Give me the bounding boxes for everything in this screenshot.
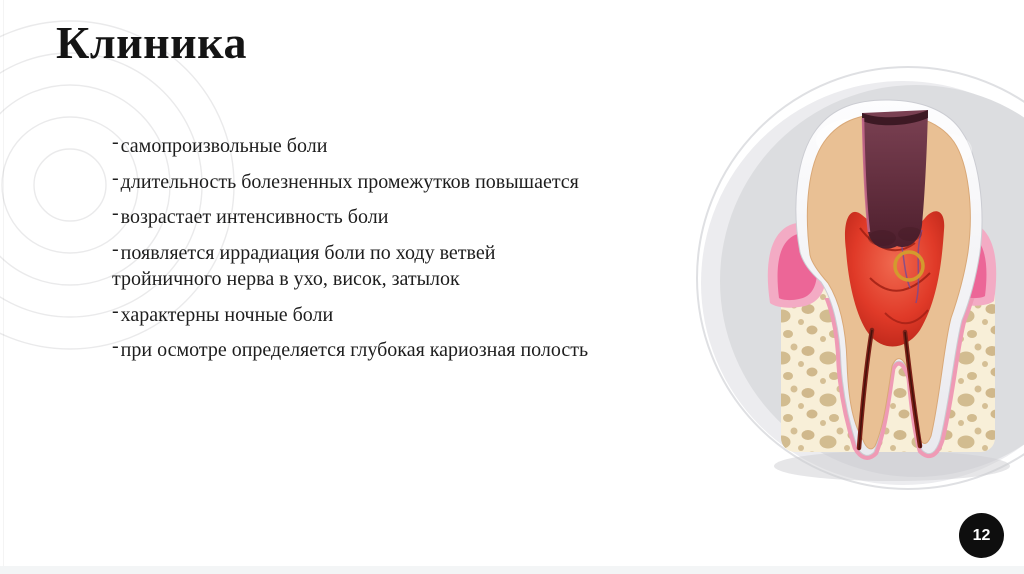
bullet-item xyxy=(112,237,592,293)
bullet-text: характерны ночные боли xyxy=(120,303,334,326)
footer-strip xyxy=(0,566,1024,574)
page-number: 12 xyxy=(972,526,991,544)
carious-cavity xyxy=(862,110,928,249)
bullet-dash: - xyxy=(112,237,119,260)
page-number-badge xyxy=(959,513,1004,558)
bullet-text: самопроизвольные боли xyxy=(120,135,328,157)
bullet-dash: - xyxy=(112,299,119,322)
bullet-item xyxy=(112,133,592,160)
cavity-depth-shade xyxy=(898,227,922,241)
slide-edge-line xyxy=(3,0,4,574)
bullet-dash: - xyxy=(112,166,119,189)
decor-ring xyxy=(34,149,106,221)
bullet-list xyxy=(112,133,592,373)
bullet-item xyxy=(112,204,592,231)
bullet-text: при осмотре определяется глубокая кариозная полость xyxy=(120,339,589,361)
page-title: Клиника xyxy=(56,17,247,68)
tooth-cross-section-illustration xyxy=(660,48,1024,518)
bullet-dash: - xyxy=(112,131,119,153)
bullet-dash: - xyxy=(112,335,119,357)
cavity-depth-shade xyxy=(868,230,896,246)
bullet-text: длительность болезненных промежутков повышается xyxy=(120,170,579,193)
bullet-text: появляется иррадиация боли по ходу ветвей тройничного нерва в ухо, висок, затылок xyxy=(112,241,496,290)
bullet-item xyxy=(112,299,592,329)
bullet-item xyxy=(112,337,592,364)
ground-shadow xyxy=(774,451,1010,481)
bullet-dash: - xyxy=(112,202,119,224)
bullet-text: возрастает интенсивность боли xyxy=(120,206,389,228)
bullet-item xyxy=(112,166,592,196)
